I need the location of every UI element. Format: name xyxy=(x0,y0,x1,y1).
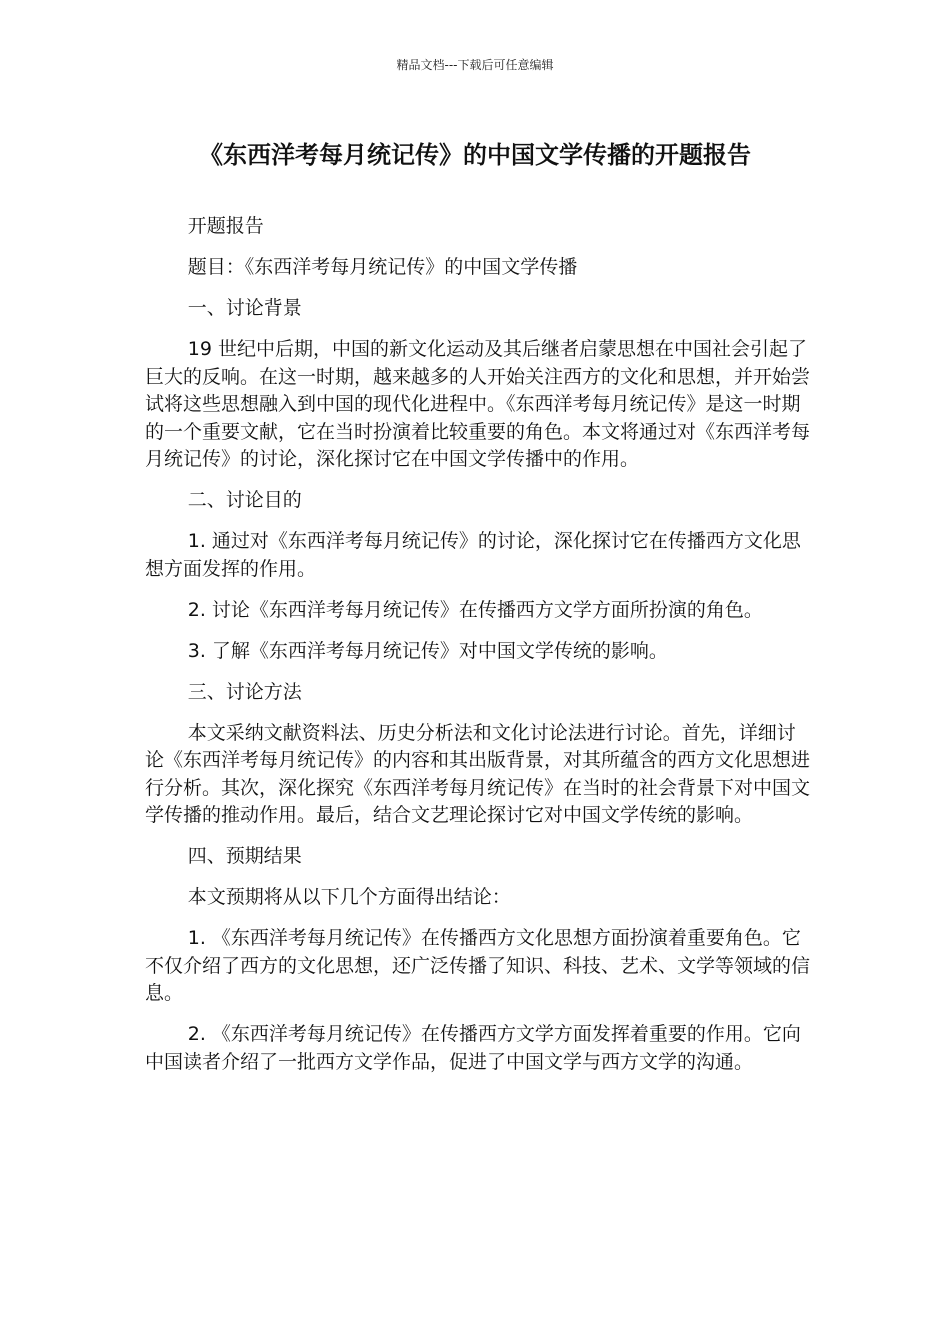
document-body xyxy=(145,213,810,1090)
paragraph-report-label: 开题报告 xyxy=(187,215,264,237)
document-title: 《东西洋考每月统记传》的中国文学传播的开题报告 xyxy=(199,141,751,169)
paragraph-result-1: 1. 《东西洋考每月统记传》在传播西方文化思想方面扮演着重要角色。它不仅介绍了西方的文化思想，还广泛传播了知识、科技、艺术、文学等领域的信息。 xyxy=(145,927,811,1004)
paragraph-results-intro: 本文预期将从以下几个方面得出结论： xyxy=(187,886,511,908)
paragraph-purpose-3: 3. 了解《东西洋考每月统记传》对中国文学传统的影响。 xyxy=(187,639,668,662)
heading-purpose: 二、讨论目的 xyxy=(187,489,302,511)
paragraph-method: 本文采纳文献资料法、历史分析法和文化讨论法进行讨论。首先，详细讨论《东西洋考每月统记传》的内容和其出版背景，对其所蕴含的西方文化思想进行分析。其次，深化探究《东西洋考每月统记传》在当时的社会背景下对中国文学传播的推动作用。最后，结合文艺理论探讨它对中国文学传统的影响。 xyxy=(145,721,811,826)
heading-expected-results: 四、预期结果 xyxy=(187,845,302,867)
heading-method: 三、讨论方法 xyxy=(187,680,302,703)
heading-background: 一、讨论背景 xyxy=(187,297,302,319)
paragraph-purpose-1: 1. 通过对《东西洋考每月统记传》的讨论，深化探讨它在传播西方文化思想方面发挥的作用。 xyxy=(145,530,801,580)
paragraph-result-2: 2. 《东西洋考每月统记传》在传播西方文学方面发挥着重要的作用。它向中国读者介绍了一批西方文学作品，促进了中国文学与西方文学的沟通。 xyxy=(145,1023,801,1073)
paragraph-topic: 题目：《东西洋考每月统记传》的中国文学传播 xyxy=(187,256,578,278)
header-note: 精品文档---下载后可任意编辑 xyxy=(396,58,554,72)
paragraph-purpose-2: 2. 讨论《东西洋考每月统记传》在传播西方文学方面所扮演的角色。 xyxy=(187,598,763,621)
paragraph-background: 19 世纪中后期，中国的新文化运动及其后继者启蒙思想在中国社会引起了巨大的反响。在这一时期，越来越多的人开始关注西方的文化和思想，并开始尝试将这些思想融入到中国的现代化进程中。《东西洋考每月统记传》是这一时期的一个重要文献，它在当时扮演着比较重要的角色。本文将通过对《东西洋考每月统记传》的讨论，深化探讨它在中国文学传播中的作用。 xyxy=(145,338,811,470)
